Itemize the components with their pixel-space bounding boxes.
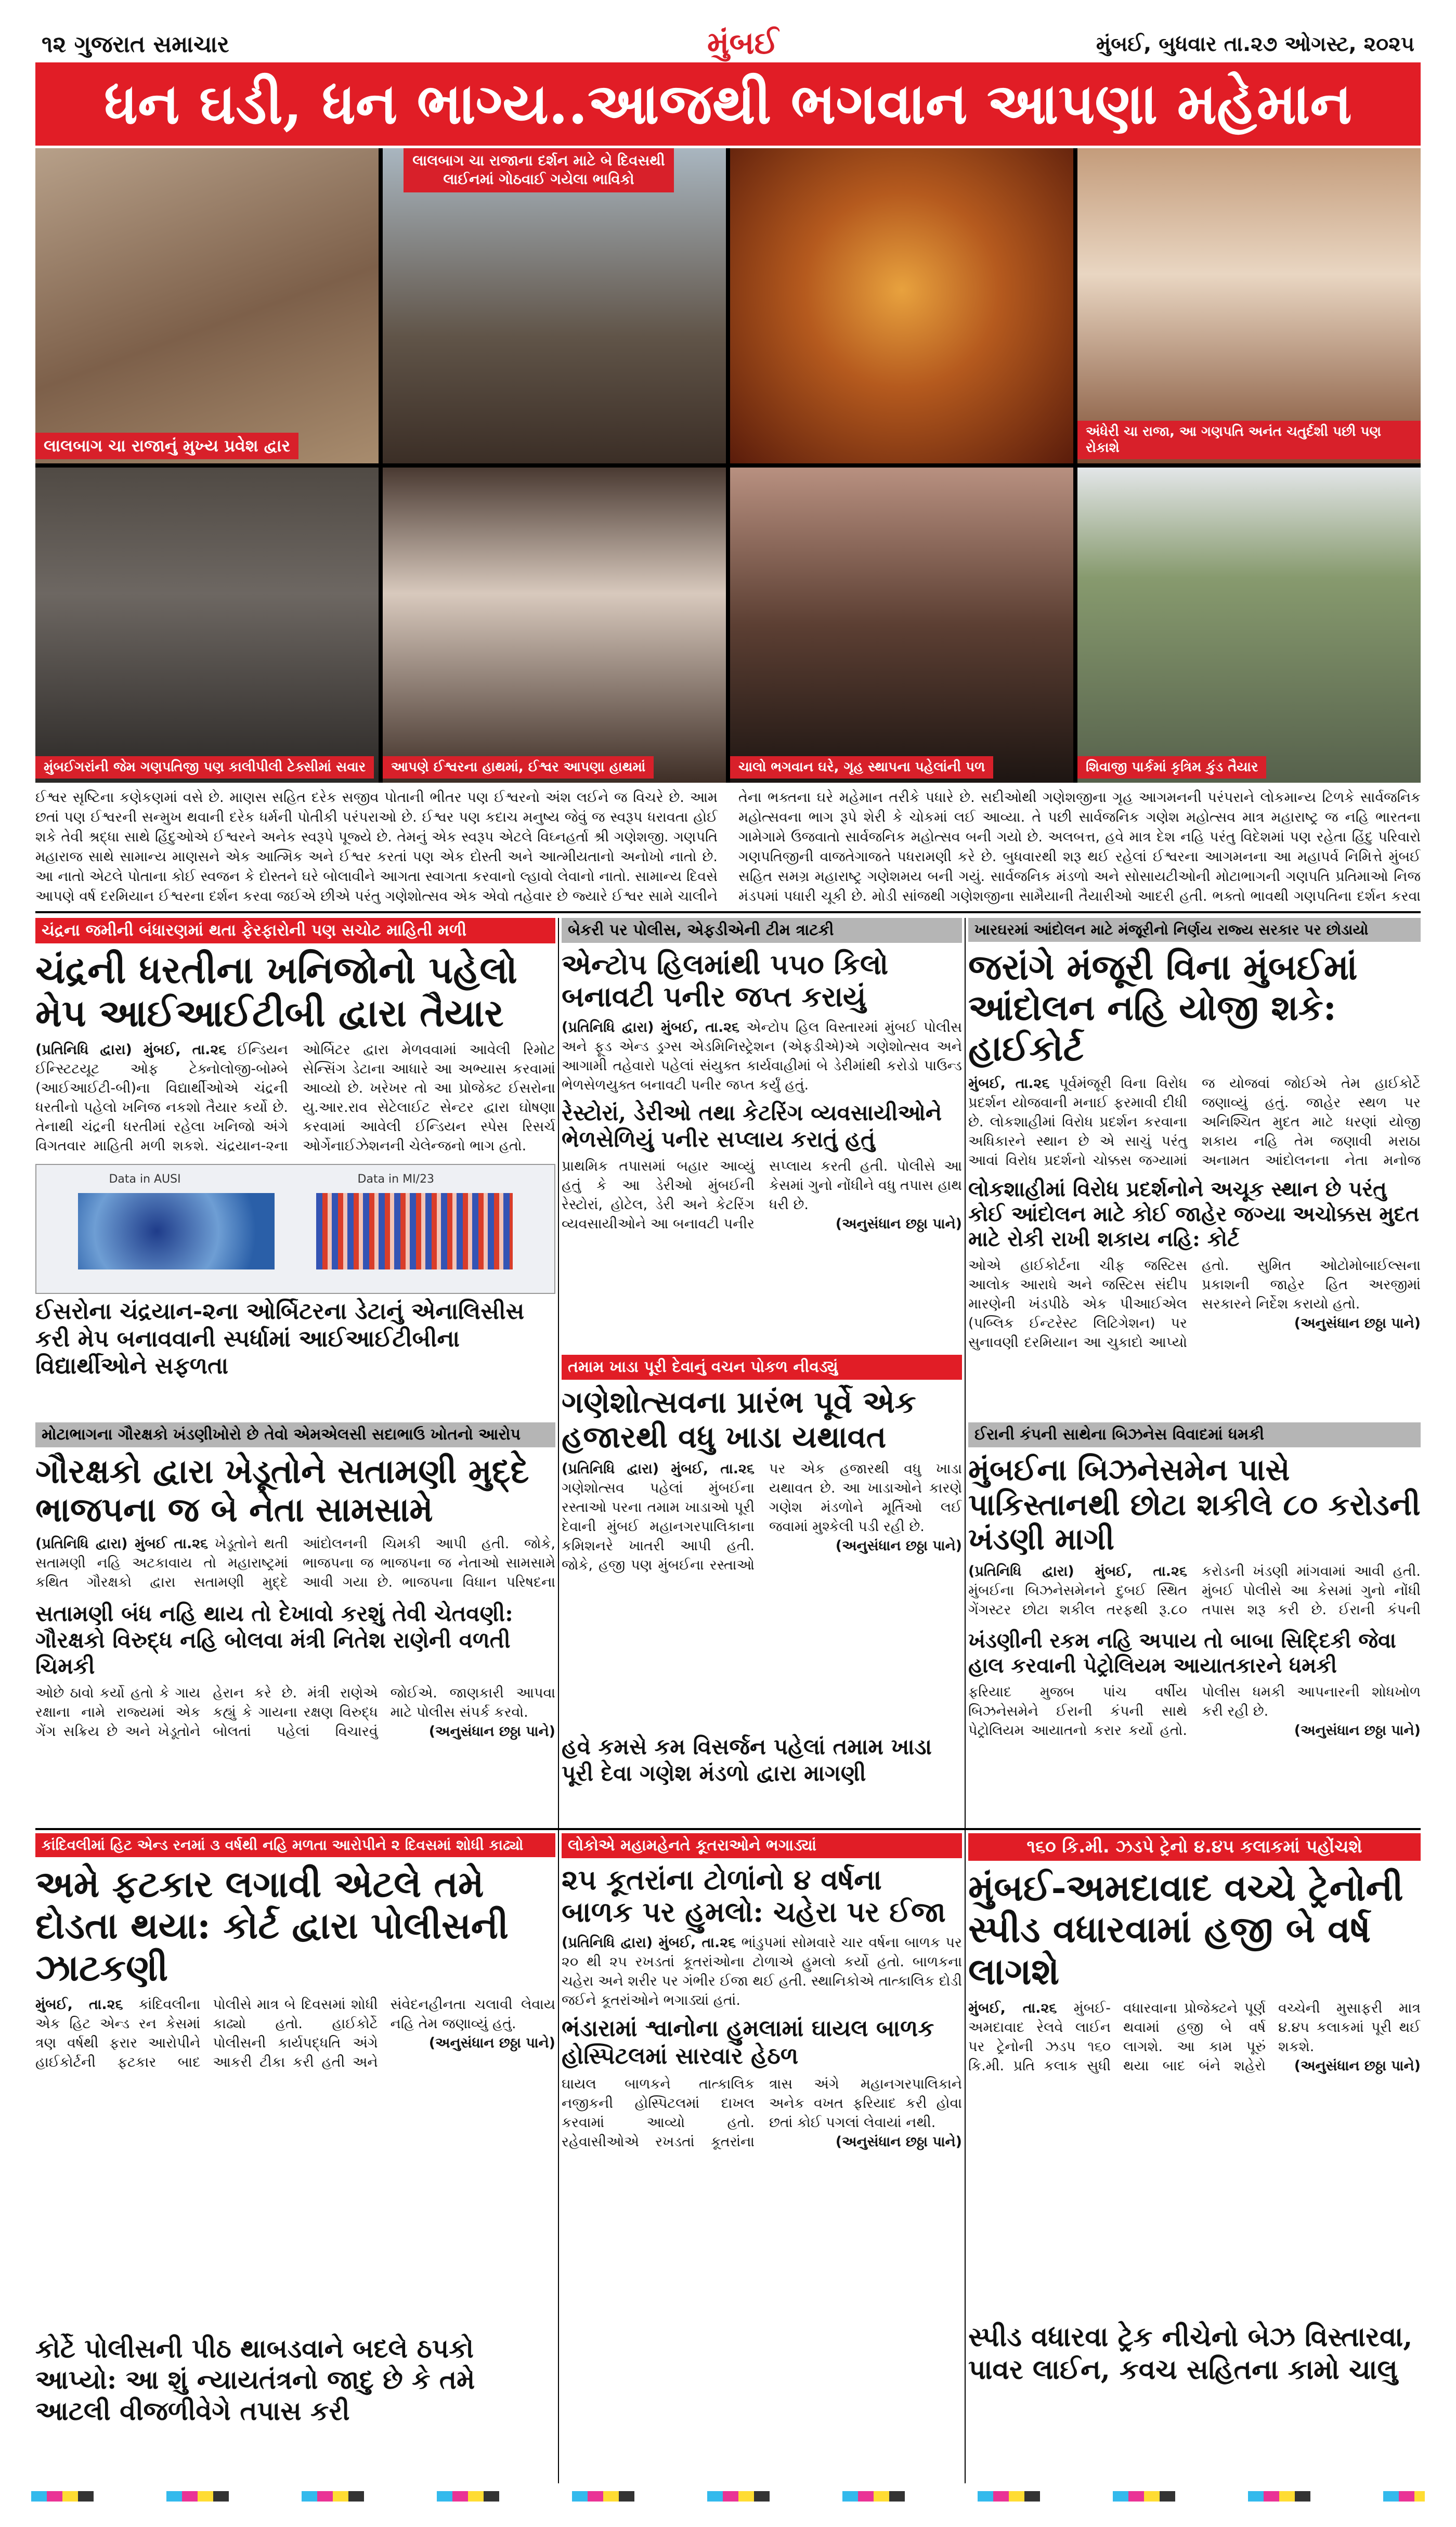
- photo-shivaji-park-pond: [1077, 468, 1421, 783]
- article-headline: મુંબઈ-અમદાવાદ વચ્ચે ટ્રેનોની સ્પીડ વધારવામાં હજી બે વર્ષ લાગશે: [968, 1865, 1403, 1993]
- article-body: [562, 1459, 962, 1730]
- article-kicker: બેકરી પર પોલીસ, એફડીએની ટીમ ત્રાટકી: [562, 918, 962, 943]
- article-kicker: લોકોએ મહામહેનતે કૂતરાઓને ભગાડ્યાં: [562, 1833, 962, 1858]
- article-potholes: [562, 1355, 962, 1823]
- article-kicker: ૧૬૦ કિ.મી. ઝડપે ટ્રેનો ૪.૪૫ કલાકમાં પહોંચશે: [968, 1833, 1421, 1861]
- article-text-2: ફરિયાદ મુજબ પાંચ વર્ષીય બિઝનેસમેને ઈરાની કંપની સાથે પેટ્રોલિયમ આયાતનો કરાર કર્યો હતો. પોલીસ ધમકી આપનારની શોધખોળ કરી રહી છે.: [968, 1684, 1421, 1739]
- article-body-2: [968, 1682, 1421, 1786]
- article-subhead: સતામણી બંધ નહિ થાય તો દેખાવો કરશું તેવી ચેતવણી: ગૌરક્ષકો વિરુદ્ધ નહિ બોલવા મંત્રી નિતેશ રાણેની વળતી ચિમકી: [35, 1601, 513, 1679]
- article-paneer-seizure: [562, 918, 962, 1350]
- article-text: એન્ટોપ હિલ વિસ્તારમાં મુંબઈ પોલીસ અને ફૂડ એન્ડ ડ્રગ્સ એડમિનિસ્ટ્રેશન (એફડીએ)એ ગણેશોત્સવ અને આગામી તહેવારો પહેલાં સંયુક્ત કાર્યવાહીમાં બે ડેરીમાંથી કરોડો પાઉન્ડ ભેળસેળયુક્ત બનાવટી પનીર જપ્ત કર્યું હતું.: [562, 1019, 962, 1094]
- article-body: [35, 1040, 555, 1160]
- figure-title-right: Data in MI/23: [357, 1172, 434, 1186]
- article-body-2: [562, 2075, 962, 2407]
- article-source: (પ્રતિનિધિ દ્વારા) મુંબઈ, તા.૨૬: [562, 1461, 755, 1478]
- article-headline: ૨૫ કૂતરાંના ટોળાંનો ૪ વર્ષના બાળક પર હુમલો: ચહેરા પર ઈજા: [562, 1863, 946, 1929]
- photo-taxi: [35, 468, 379, 783]
- article-body: [562, 1018, 962, 1096]
- article-source: (પ્રતિનિધિ દ્વારા) મુંબઈ તા.૨૬: [35, 1536, 209, 1552]
- article-headline: મુંબઈના બિઝનેસમેન પાસે પાકિસ્તાનથી છોટા શકીલે ૮૦ કરોડની ખંડણી માગી: [968, 1452, 1421, 1557]
- column-rule: [965, 918, 966, 2483]
- figure-title-left: Data in AUSI: [109, 1172, 181, 1186]
- continued-label: (અનુસંધાન છઠ્ઠા પાને): [835, 1538, 962, 1554]
- photo-devotee: [383, 468, 726, 783]
- article-kicker: ચંદ્રના જમીની બંધારણમાં થતા ફેરફારોની પણ સચોટ માહિતી મળી: [35, 918, 555, 943]
- continued-label: (અનુસંધાન છઠ્ઠા પાને): [835, 2133, 962, 2150]
- article-extortion: [968, 1422, 1421, 1823]
- article-text-2: પ્રાથમિક તપાસમાં બહાર આવ્યું હતું કે આ ડેરીઓ મુંબઈની રેસ્ટોરાં, હોટેલ, ડેરી અને કેટરિંગ વ્યવસાયીઓને આ બનાવટી પનીર સપ્લાય કરતી હતી. પોલીસે આ કેસમાં ગુનો નોંધીને વધુ તપાસ હાથ ધરી છે.: [562, 1158, 962, 1232]
- article-source: (પ્રતિનિધિ દ્વારા) મુંબઈ, તા.૨૬: [968, 1563, 1187, 1580]
- article-subhead: હવે કમસે કમ વિસર્જન પહેલાં તમામ ખાડા પૂરી દેવા ગણેશ મંડળો દ્વારા માગણી: [562, 1734, 932, 1786]
- article-source: મુંબઈ, તા.૨૬: [968, 2000, 1057, 2017]
- photo-ganesha-idol: [730, 148, 1073, 463]
- banner-headline: ધન ઘડી, ધન ભાગ્ય..આજથી ભગવાન આપણા મહેમાન: [35, 62, 1421, 146]
- article-text: ખેડૂતોને થતી સતામણી નહિ અટકાવાય તો મહારાષ્ટ્રમાં કથિત ગૌરક્ષકો દ્વારા સતામણી મુદ્દે આંદોલનની ચિમકી આપી હતી. જોકે, ભાજપના જ ભાજપના જ નેતાઓ સામસામે આવી ગયા છે. ભાજપના વિધાન પરિષદના: [35, 1536, 555, 1591]
- print-color-bar: [31, 2491, 1425, 2502]
- article-subhead: સ્પીડ વધારવા ટ્રેક નીચેનો બેઝ વિસ્તારવા, પાવર લાઈન, કવચ સહિતના કામો ચાલુ: [968, 2321, 1413, 2386]
- photo-caption: આપણે ઈશ્વરના હાથમાં, ઈશ્વર આપણા હાથમાં: [383, 756, 654, 779]
- article-subhead: ખંડણીની રકમ નહિ અપાય તો બાબા સિદ્દિકી જેવા હાલ કરવાની પેટ્રોલિયમ આયાતકારને ધમકી: [968, 1628, 1396, 1678]
- article-headline: ગણેશોત્સવના પ્રારંભ પૂર્વે એક હજારથી વધુ ખાડા યથાવત: [562, 1384, 916, 1455]
- section-logo: મુંબઈ: [707, 25, 778, 61]
- article-cow-vigilantes: [35, 1422, 555, 1823]
- photo-caption: લાલબાગ ચા રાજાનું મુખ્ય પ્રવેશ દ્વાર: [35, 433, 298, 459]
- article-kicker: ઈરાની કંપની સાથેના બિઝનેસ વિવાદમાં ધમકી: [968, 1422, 1421, 1447]
- article-moon-map: [35, 918, 555, 1417]
- article-kicker: કાંદિવલીમાં હિટ એન્ડ રનમાં ૩ વર્ષથી નહિ મળતા આરોપીને ૨ દિવસમાં શોધી કાઢ્યો: [35, 1833, 555, 1857]
- continued-label: (અનુસંધાન છઠ્ઠા પાને): [1294, 2058, 1421, 2075]
- article-body: [35, 1995, 555, 2328]
- article-subhead: કોર્ટે પોલીસની પીઠ થાબડવાને બદલે ઠપકો આપ્યો: આ શું ન્યાયતંત્રનો જાદુ છે કે તમે આટલી વીજળીવેગે તપાસ કરી: [35, 2333, 475, 2427]
- article-jarange-protest: [968, 918, 1421, 1417]
- photo-caption-top: લાલબાગ ચા રાજાના દર્શન માટે બે દિવસથી લાઈનમાં ગોઠવાઈ ગયેલા ભાવિકો: [404, 148, 674, 192]
- article-stray-dogs: [562, 1833, 962, 2483]
- continued-label: (અનુસંધાન છઠ્ઠા પાને): [1294, 1722, 1421, 1739]
- article-kicker: તમામ ખાડા પૂરી દેવાનું વચન પોકળ નીવડ્યું: [562, 1355, 962, 1380]
- photo-caption: ચાલો ભગવાન ઘરે, ગૃહ સ્થાપના પહેલાંની પળ: [730, 756, 993, 779]
- article-text-2: ઓછે ઠાવો કર્યો હતો કે ગાય રક્ષાના નામે રાજ્યમાં એક ગેંગ સક્રિય છે અને ખેડૂતોને હેરાન કરે છે. મંત્રી રાણેએ કહ્યું કે ગાયના રક્ષણ વિરુદ્ધ બોલતાં પહેલાં વિચારવું જોઈએ. જાણકારી આપવા માટે પોલીસ સંપર્ક કરવો.: [35, 1685, 555, 1740]
- article-text: ભાંડુપમાં સોમવારે ચાર વર્ષના બાળક પર ૨૦ થી ૨૫ રખડતાં કૂતરાંઓના ટોળાએ હુમલો કર્યો હતો. બાળકના ચહેરા અને શરીર પર ગંભીર ઈજા થઈ હતી. સ્થાનિકોએ તાત્કાલિક દોડી જઈને કૂતરાંઓને ભગાડ્યાં હતાં.: [562, 1935, 962, 2009]
- photo-caption: અંધેરી ચા રાજા, આ ગણપતિ અનંત ચતુર્દશી પછી પણ રોકાશે: [1077, 421, 1421, 459]
- photo-caption: મુંબઈગરાંની જેમ ગણપતિજી પણ કાલીપીલી ટેક્સીમાં સવાર: [35, 756, 374, 779]
- article-hit-and-run: [35, 1833, 555, 2483]
- article-headline: ગૌરક્ષકો દ્વારા ખેડૂતોને સતામણી મુદ્દે ભાજપના જ બે નેતા સામસામે: [35, 1452, 529, 1530]
- article-text-2: ઘાયલ બાળકને તાત્કાલિક નજીકની હોસ્પિટલમાં દાખલ કરવામાં આવ્યો હતો. રહેવાસીઓએ રખડતાં કૂતરાંના ત્રાસ અંગે મહાનગરપાલિકાને અનેક વખત ફરિયાદ કરી હોવા છતાં કોઈ પગલાં લેવાયાં નથી.: [562, 2076, 962, 2150]
- column-rule: [558, 918, 559, 2483]
- article-train-speed: [968, 1833, 1421, 2483]
- continued-label: (અનુસંધાન છઠ્ઠા પાને): [835, 1215, 962, 1232]
- masthead: [31, 21, 1425, 62]
- article-source: (પ્રતિનિધિ દ્વારા) મુંબઈ, તા.૨૬: [562, 1935, 736, 1951]
- article-source: મુંબઈ, તા.૨૬: [35, 1997, 123, 2013]
- continued-label: (અનુસંધાન છઠ્ઠા પાને): [1294, 1315, 1421, 1332]
- article-body: [968, 1999, 1421, 2316]
- continued-label: (અનુસંધાન છઠ્ઠા પાને): [428, 2035, 555, 2052]
- photo-collage: [35, 148, 1421, 783]
- moon-map-figure: [35, 1164, 555, 1294]
- divider: [35, 1828, 1421, 1830]
- photo-home-arrival: [730, 468, 1073, 783]
- article-body: [35, 1534, 555, 1597]
- map-panel-right: [316, 1193, 513, 1270]
- photo-queue: [383, 148, 726, 463]
- article-text: કાંદિવલીના એક હિટ એન્ડ રન કેસમાં ત્રણ વર્ષથી ફરાર આરોપીને હાઈકોર્ટની ફટકાર બાદ પોલીસે માત્ર બે દિવસમાં શોધી કાઢ્યો હતો. હાઈકોર્ટે પોલીસની કાર્યપદ્ધતિ અંગે આકરી ટીકા કરી હતી અને સંવેદનહીનતા ચલાવી લેવાય નહિ તેમ જણાવ્યું હતું.: [35, 1997, 555, 2071]
- article-text-2: ઓએ હાઈકોર્ટના ચીફ જસ્ટિસ આલોક આરાધે અને જસ્ટિસ સંદીપ મારણેની ખંડપીઠે એક પીઆઈએલ (પબ્લિક ઈન્ટરેસ્ટ લિટિગેશન) પર સુનાવણી દરમિયાન આ ચુકાદો આપ્યો હતો. સુમિત ઓટોમોબાઈલ્સના પ્રકાશની જાહેર હિત અરજીમાં સરકારને નિર્દેશ કરાયો હતો.: [968, 1258, 1421, 1351]
- photo-andheri-raja: [1077, 148, 1421, 463]
- article-body-2: [35, 1683, 555, 1803]
- article-body: [968, 1562, 1421, 1624]
- article-headline: ચંદ્રની ધરતીના ખનિજોનો પહેલો મેપ આઈઆઈટીબી દ્વારા તૈયાર: [35, 948, 517, 1035]
- article-text: મુંબઈના બિઝનેસમેનને દુબઈ સ્થિત ગેંગસ્ટર છોટા શકીલ તરફથી રૂ.૮૦ કરોડની ખંડણી માંગવામાં આવી હતી. મુંબઈ પોલીસે આ કેસમાં ગુનો નોંધી તપાસ શરૂ કરી છે. ઈરાની કંપની: [968, 1563, 1421, 1618]
- article-headline: એન્ટોપ હિલમાંથી ૫૫૦ કિલો બનાવટી પનીર જપ્ત કરાયું: [562, 948, 889, 1014]
- article-source: (પ્રતિનિધિ દ્વારા) મુંબઈ, તા.૨૬: [35, 1041, 227, 1058]
- article-headline: અમે ફટકાર લગાવી એટલે તમે દોડતા થયા: કોર્ટ દ્વારા પોલીસની ઝાટકણી: [35, 1862, 509, 1989]
- article-subhead: લોકશાહીમાં વિરોધ પ્રદર્શનોને અચૂક સ્થાન છે પરંતુ કોઈ આંદોલન માટે કોઈ જાહેર જગ્યા અચોક્કસ મુદત માટે રોકી રાખી શકાય નહિ: કોર્ટ: [968, 1177, 1420, 1252]
- issue-date: મુંબઈ, બુધવાર તા.૨૭ ઓગસ્ટ, ૨૦૨૫: [1096, 32, 1414, 56]
- article-text: મુંબઈ-અમદાવાદ રેલવે લાઈન પર ટ્રેનોની ઝડપ ૧૬૦ કિ.મી. પ્રતિ કલાક સુધી વધારવાના પ્રોજેક્ટને પૂર્ણ થવામાં હજી બે વર્ષ લાગશે. આ કામ પૂરું થયા બાદ બંને શહેરો વચ્ચેની મુસાફરી માત્ર ૪.૪૫ કલાકમાં પૂરી થઈ શકશે.: [968, 2000, 1421, 2075]
- article-body-2: [562, 1157, 962, 1302]
- article-headline: જરાંગે મંજૂરી વિના મુંબઈમાં આંદોલન નહિ યોજી શકે: હાઈકોર્ટ: [968, 946, 1358, 1069]
- article-body-2: [968, 1256, 1421, 1412]
- article-body: [968, 1074, 1421, 1173]
- article-kicker: મોટાભાગના ગૌરક્ષકો ખંડણીખોરો છે તેવો એમએલસી સદાભાઉ ખોતનો આરોપ: [35, 1422, 555, 1447]
- photo-lalbaug-gate: [35, 148, 379, 463]
- divider: [35, 911, 1421, 913]
- intro-text: ઈશ્વર સૃષ્ટિના કણેકણમાં વસે છે. માણસ સહિત દરેક સજીવ પોતાની ભીતર પણ ઈશ્વરનો અંશ લઈને જ વિચરે છે. આમ છતાં પણ ઈશ્વરની સન્મુખ થવાની દરેક ધર્મની પોતીકી પરંપરાઓ છે. ઈશ્વર પણ કદાચ મનુષ્ય જેવું જ સ્વરૂપ ધરાવતા હોઈ શકે તેવી શ્રદ્ધા સાથે હિંદુઓએ ઈશ્વરને અનેક સ્વરૂપે પૂજ્યે છે. તેમનું એક સ્વરૂપ એટલે વિઘ્નહર્તા શ્રી ગણેશજી. ગણપતિ મહારાજ સાથે સામાન્ય માણસને એક આત્મિક અને ઈશ્વર કરતાં પણ એક દોસ્તી અને આત્મીયતાનો અનોખો નાતો છે. આ નાતો એટલે પોતાના કોઈ સ્વજન કે દોસ્તને ઘરે બોલાવીને આગતા સ્વાગતા કરવાનો લ્હાવો લેવાનો નાતો. સામાન્ય દિવસે આપણે વર્ષ દરમિયાન ઈશ્વરના દર્શન કરવા જઈએ છીએ પરંતુ ગણેશોત્સવ એક એવો તહેવાર છે જ્યારે ઈશ્વર સામે ચાલીને તેના ભક્તના ઘરે મહેમાન તરીકે પધારે છે. સદીઓથી ગણેશજીના ગૃહ આગમનની પરંપરાને લોકમાન્ય ટિળકે સાર્વજનિક મહોત્સવના ભાગ રૂપે શેરી કે ચોકમાં લઈ આવ્યા. તે પછી સાર્વજનિક ગણેશ મહોત્સવ માત્ર મહારાષ્ટ્ર જ નહિ ભારતના ગામેગામે ઉજવાતો સાર્વજનિક મહોત્સવ બની ગયો છે. અલબત્ત, હવે માત્ર દેશ નહિ પરંતુ વિદેશમાં પણ રહેતા હિંદુ પરિવારો ગણપતિજીની વાજતેગાજતે પધરામણી કરે છે. બુધવારથી શરૂ થઈ રહેલાં ઈશ્વરના આગમનના આ મહાપર્વ નિમિત્તે મુંબઈ સહિત સમગ્ર મહારાષ્ટ્ર ગણેશમય બની ગયું. સાર્વજનિક મંડળો અને સોસાયટીઓની મોટાભાગની ગણપતિ પ્રતિમાઓ નિજ મંડપમાં પધારી ચૂકી છે. મોડી સાંજથી ગણેશજીના સામૈયાની તૈયારીઓ આદરી હતી. ભક્તો ભાવથી ગણપતિના દર્શન કરવા: [35, 789, 1421, 904]
- map-panel-left: [78, 1193, 275, 1270]
- article-subhead: રેસ્ટોરાં, ડેરીઓ તથા કેટરિંગ વ્યવસાયીઓને ભેળસેળિયું પનીર સપ્લાય કરાતું હતું: [562, 1100, 942, 1152]
- article-text: પૂર્વમંજૂરી વિના વિરોધ પ્રદર્શન યોજવાની મનાઈ ફરમાવી દીધી છે. લોકશાહીમાં વિરોધ પ્રદર્શન કરવાના અધિકારને સ્થાન છે એ સાચું પરંતુ આવાં વિરોધ પ્રદર્શનો ચોક્કસ જગ્યામાં જ યોજવાં જોઈએ તેમ હાઈકોર્ટે જણાવ્યું હતું. જાહેર સ્થળ પર અનિશ્ચિત મુદત માટે ધરણાં યોજી શકાય નહિ તેમ જણાવી મરાઠા અનામત આંદોલનના નેતા મનોજ: [968, 1075, 1421, 1169]
- article-text: ઈન્ડિયન ઈન્સ્ટિટયૂટ ઓફ ટેક્નોલોજી-બોમ્બે (આઈઆઈટી-બી)ના વિદ્યાર્થીઓએ ચંદ્રની ધરતીનો પહેલો ખનિજ નકશો તૈયાર કર્યો છે. તેનાથી ચંદ્રની ધરતીમાં રહેલા ખનિજો અંગે વિગતવાર માહિતી મળી શકશે. ચંદ્રયાન-૨ના ઓર્બિટર દ્વારા મેળવવામાં આવેલી રિમોટ સેન્સિંગ ડેટાના આધારે આ અભ્યાસ કરવામાં આવ્યો છે. ખરેખર તો આ પ્રોજેક્ટ ઈસરોના યુ.આર.રાવ સેટેલાઈટ સેન્ટર દ્વારા ઘોષણા કરવામાં આવેલી ઈન્ડિયન સ્પેસ રિસર્ચ ઓર્ગેનાઈઝેશનની ચેલેન્જનો ભાગ હતો.: [35, 1041, 555, 1154]
- continued-label: (અનુસંધાન છઠ્ઠા પાને): [428, 1723, 555, 1740]
- photo-caption: શિવાજી પાર્કમાં કૃત્રિમ કુંડ તૈયાર: [1077, 756, 1266, 779]
- article-subhead: ઈસરોના ચંદ્રયાન-૨ના ઓર્બિટરના ડેટાનું એનાલિસીસ કરી મેપ બનાવવાની સ્પર્ધામાં આઈઆઈટીબીના વિદ્યાર્થીઓને સફળતા: [35, 1298, 525, 1380]
- article-kicker: ખારઘરમાં આંદોલન માટે મંજૂરીનો નિર્ણય રાજ્ય સરકાર પર છોડાયો: [968, 918, 1421, 942]
- article-source: (પ્રતિનિધિ દ્વારા) મુંબઈ, તા.૨૬: [562, 1019, 740, 1036]
- article-source: મુંબઈ, તા.૨૬: [968, 1075, 1050, 1092]
- page-number-title: ૧૨ ગુજરાત સમાચાર: [42, 31, 229, 58]
- article-subhead: ભંડારામાં શ્વાનોના હુમલામાં ઘાયલ બાળક હોસ્પિટલમાં સારવાર હેઠળ: [562, 2015, 934, 2069]
- article-body: [562, 1933, 962, 2011]
- article-text: ગણેશોત્સવ પહેલાં મુંબઈના રસ્તાઓ પરના તમામ ખાડાઓ પૂરી દેવાની મુંબઈ મહાનગરપાલિકાના કમિશનરે ખાતરી આપી હતી. જોકે, હજી પણ મુંબઈના રસ્તાઓ પર એક હજારથી વધુ ખાડા યથાવત છે. આ ખાડાઓને કારણે ગણેશ મંડળોને મૂર્તિઓ લઈ જવામાં મુશ્કેલી પડી રહી છે.: [562, 1461, 962, 1574]
